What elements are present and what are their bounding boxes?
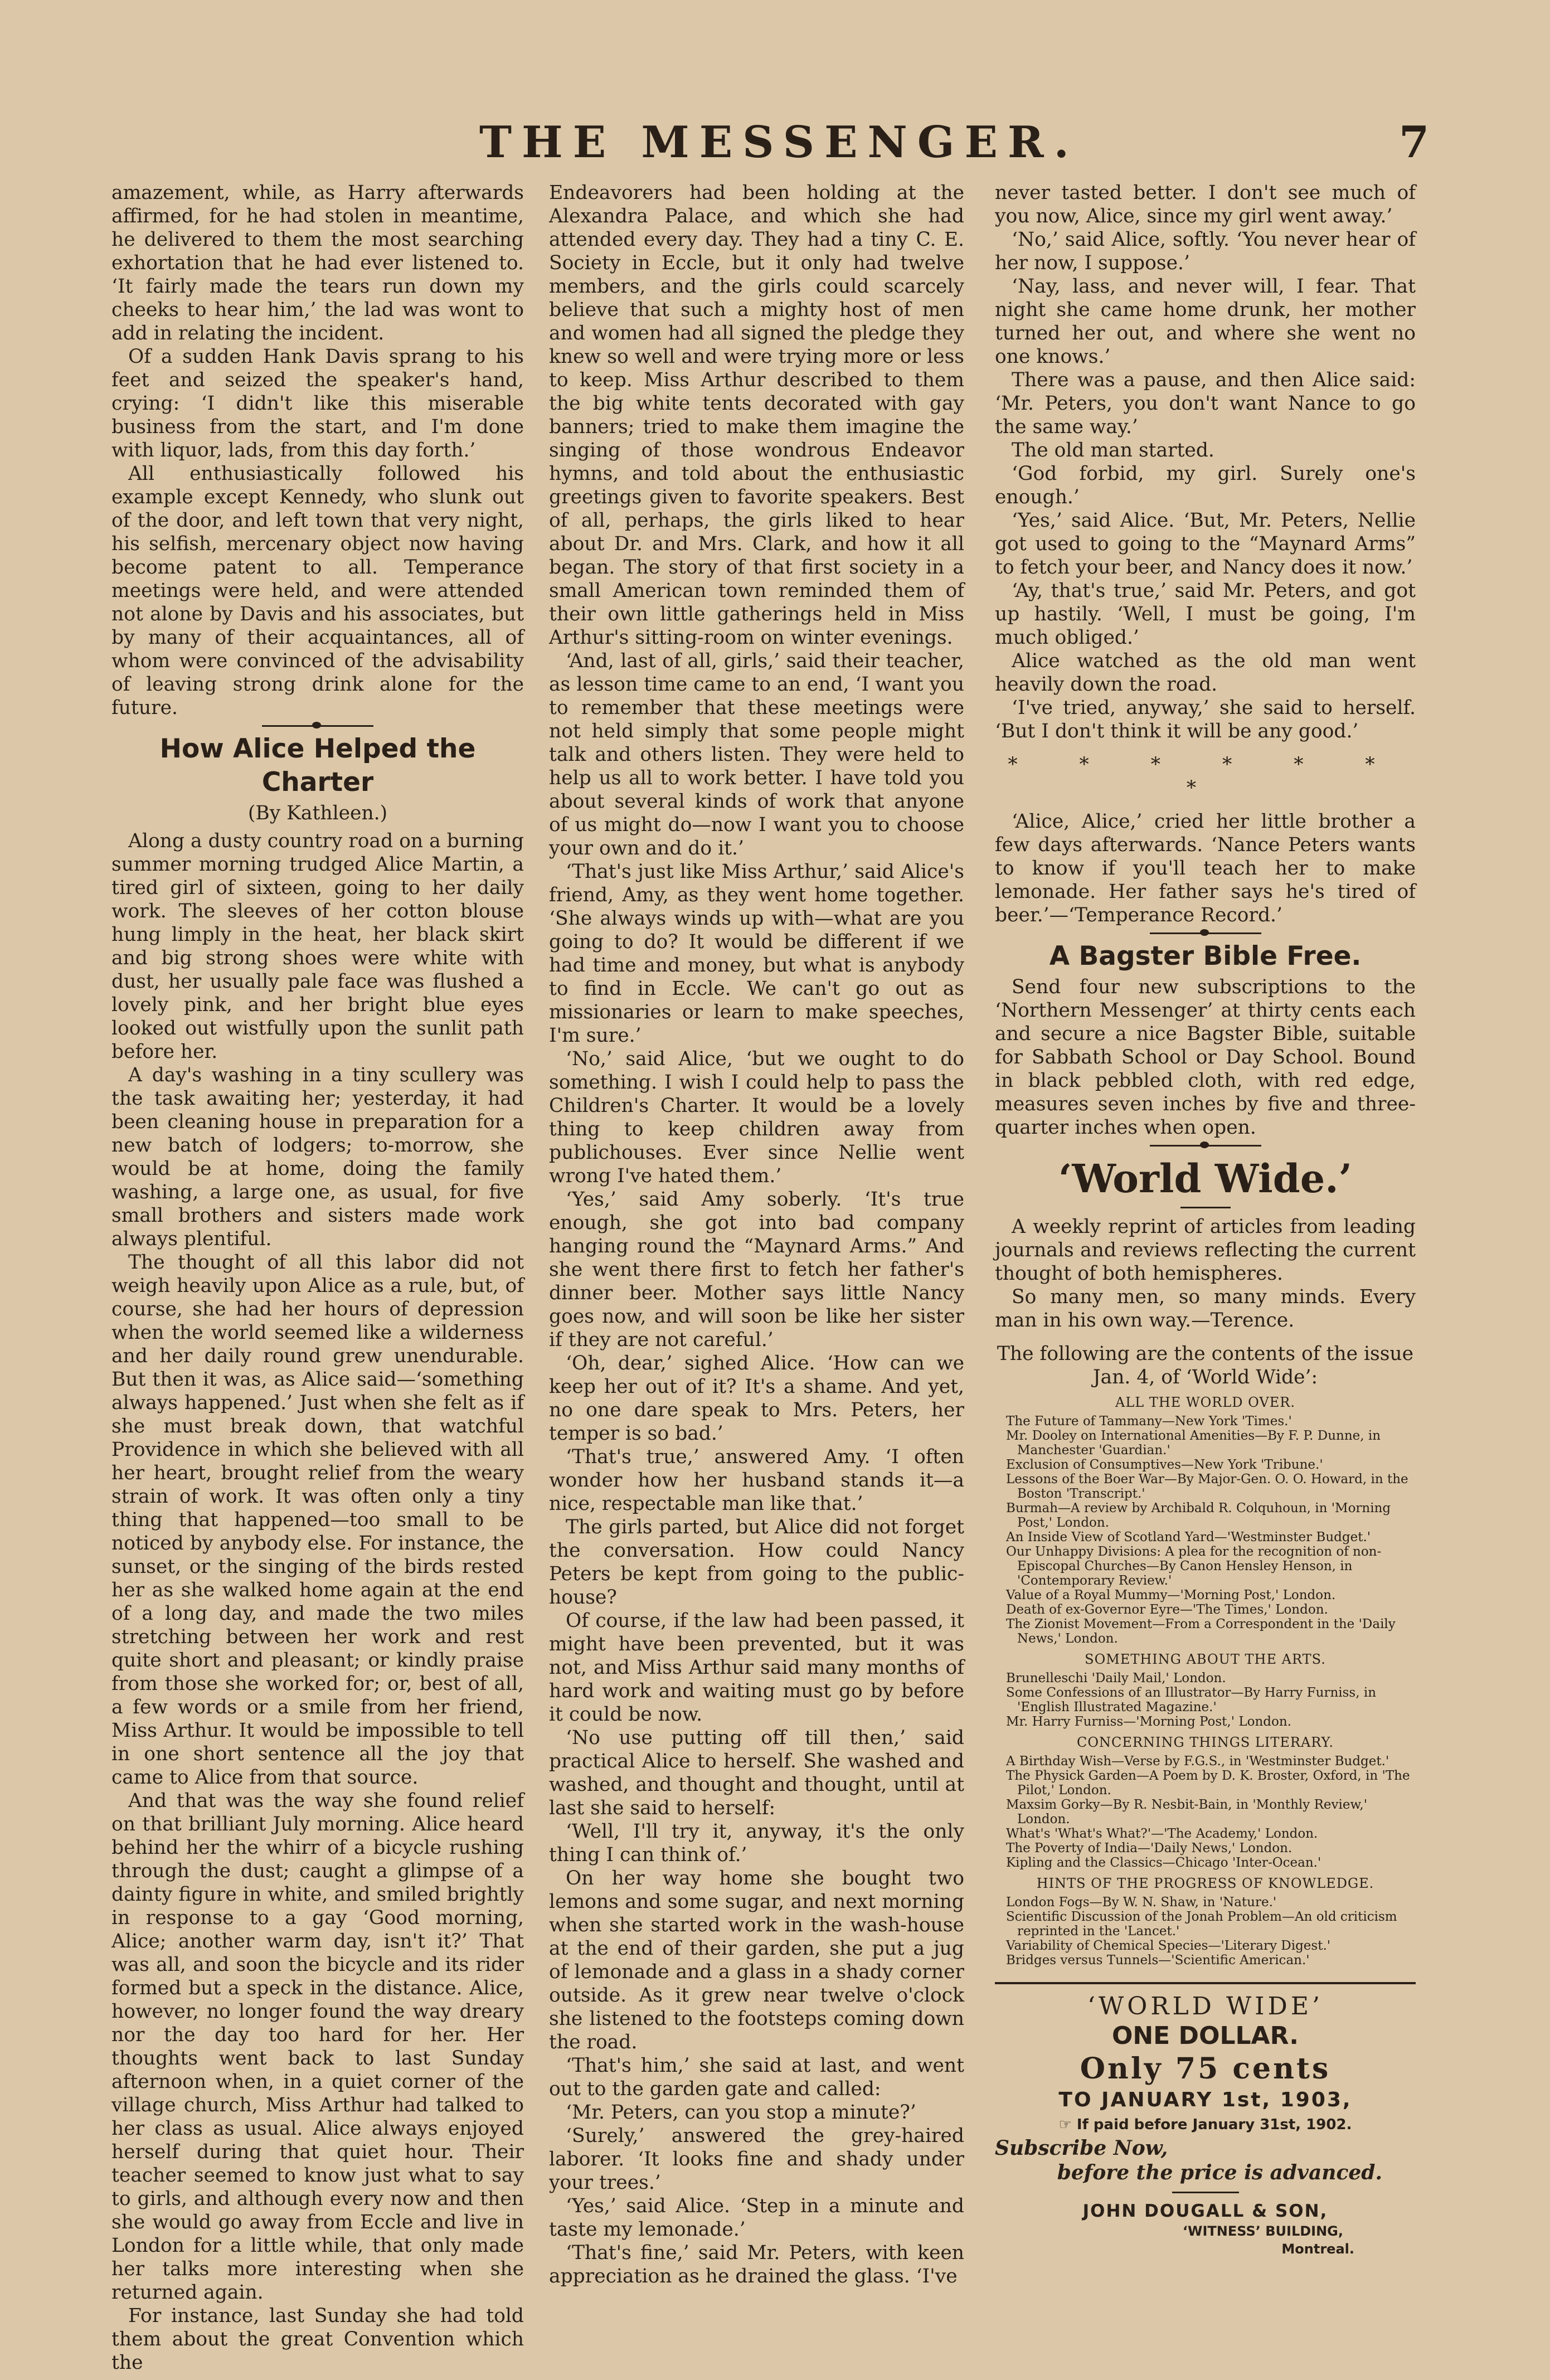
contents-entry: Mr. Dooley on International Amenities—By F. P. Dunne, in Manchester 'Guardian.': [1006, 1429, 1381, 1458]
section-divider: [262, 725, 373, 727]
contents-entry: The Physick Garden—A Poem by D. K. Broster, Oxford, in 'The Pilot,' London.: [1006, 1769, 1410, 1798]
contents-entry: Kipling and the Classics—Chicago 'Inter-Ocean.': [1006, 1856, 1321, 1870]
ad-line: ONE DOLLAR.: [1111, 2022, 1299, 2050]
paragraph: ‘Ay, that's true,’ said Mr. Peters, and got up hastily. ‘Well, I must be going, I'm much obliged.’: [995, 580, 1416, 649]
paragraph: amazement, while, as Harry afterwards affirmed, for he had stolen in meantime, he delivered to them the most searching exhortation that he had ever listened to. ‘It fairly made the tears run down my cheeks to hear him,’ the lad was wont to add in relating the incident.: [111, 182, 524, 344]
contents-section-heading: CONCERNING THINGS LITERARY.: [1077, 1735, 1334, 1750]
paragraph: ‘And, last of all, girls,’ said their teacher, as lesson time came to an end, ‘I want you to remember that these meetings were not held simply that some people might talk and others listen. They were held to help us all to work better. I have told you about several kinds of work that anyone of us might do—now I want you to choose your own and do it.’: [549, 650, 964, 859]
column-1: [111, 181, 524, 2374]
paragraph: ‘That's him,’ she said at last, and went out to the garden gate and called:: [549, 2054, 964, 2100]
ad-line: ☞ If paid before January 31st, 1902.: [1058, 2116, 1352, 2133]
contents-intro: The following are the contents of the issue Jan. 4, of ‘World Wide’:: [997, 1343, 1414, 1388]
paragraph: The thought of all this labor did not weigh heavily upon Alice as a rule, but, of course, she had her hours of depression when the world seemed like a wilderness and her daily round grew unendurable. But then it was, as Alice said—‘something always happened.’ Just when she felt as if she must break down, that watchful Providence in which she believed with all her heart, brought relief from the weary strain of work. It was often only a tiny thing that happened—too small to be noticed by anybody else. For instance, the sunset, or the singing of the birds rested her as she walked home again at the end of a long day, and made the two miles stretching between her work and rest quite short and pleasant; or kindly praise from those she worked for; or, best of all, a few words or a smile from her friend, Miss Arthur. It would be impossible to tell in one short sentence all the joy that came to Alice from that source.: [111, 1251, 524, 1789]
contents-entry: Some Confessions of an Illustrator—By Harry Furniss, in 'English Illustrated Magazine.': [1006, 1686, 1377, 1714]
paragraph: ‘Alice, Alice,’ cried her little brother a few days afterwards. ‘Nance Peters wants to know if you'll teach her to make lemonade. Her father says he's tired of beer.’—‘Temperance Record.’: [995, 810, 1416, 926]
paragraph: Alice watched as the old man went heavily down the road.: [995, 650, 1416, 696]
contents-entry: A Birthday Wish—Verse by F.G.S., in 'Westminster Budget.': [1006, 1754, 1389, 1769]
column-2: [549, 181, 964, 2288]
contents-entry: Exclusion of Consumptives—New York 'Tribune.': [1006, 1458, 1323, 1472]
story-title: How Alice Helped the Charter: [159, 734, 476, 798]
paragraph: The old man started.: [1012, 439, 1214, 462]
paragraph: ‘Oh, dear,’ sighed Alice. ‘How can we keep her out of it? It's a shame. And yet, no one dare speak to Mrs. Peters, her temper is so bad.’: [549, 1352, 964, 1445]
paragraph: And that was the way she found relief on that brilliant July morning. Alice heard behind her the whirr of a bicycle rushing through the dust; caught a glimpse of a dainty figure in white, and smiled brightly in response to a gay ‘Good morning, Alice; another warm day, isn't it?’ That was all, and soon the bicycle and its rider formed but a speck in the distance. Alice, however, no longer found the way dreary nor the day too hard for her. Her thoughts went back to last Sunday afternoon when, in a quiet corner of the village church, Miss Arthur had talked to her class as usual. Alice always enjoyed herself during that quiet hour. Their teacher seemed to know just what to say to girls, and although every now and then she would go away from Eccle and live in London for a little while, that only made her talks more interesting when she returned again.: [111, 1790, 524, 2304]
paragraph: ‘That's just like Miss Arthur,’ said Alice's friend, Amy, as they went home together. ‘She always winds up with—what are you going to do? It would be different if we had time and money, but what is anybody to find in Eccle. We can't go out as missionaries or learn to make speeches, I'm sure.’: [549, 861, 964, 1047]
contents-entry: Burmah—A review by Archibald R. Colquhoun, in 'Morning Post,' London.: [1006, 1501, 1391, 1530]
paragraph: Of course, if the law had been passed, it might have been prevented, but it was not, and Miss Arthur said many months of hard work and waiting must go by before it could be now.: [549, 1610, 964, 1726]
section-divider: [1150, 932, 1261, 934]
contents-section-heading: ALL THE WORLD OVER.: [1115, 1395, 1295, 1410]
contents-entry: Bridges versus Tunnels—'Scientific American.': [1006, 1953, 1310, 1968]
paragraph: Endeavorers had been holding at the Alexandra Palace, and which she had attended every day. They had a tiny C. E. Society in Eccle, but it only had twelve members, and the girls could scarcely believe that such a mighty host of men and women had all signed the pledge they knew so well and were trying more or less to keep. Miss Arthur described to them the big white tents decorated with gay banners; tried to make them imagine the singing of those wondrous Endeavor hymns, and told about the enthusiastic greetings given to favorite speakers. Best of all, perhaps, the girls liked to hear about Dr. and Mrs. Clark, and how it all began. The story of that first society in a small American town reminded them of their own little gatherings held in Miss Arthur's sitting-room on winter evenings.: [549, 182, 964, 649]
contents-entry: Scientific Discussion of the Jonah Problem—An old criticism reprinted in the 'Lancet.': [1006, 1910, 1397, 1939]
ad-line: Subscribe Now,: [995, 2136, 1168, 2160]
world-wide-title: ‘World Wide.’: [1058, 1155, 1352, 1202]
contents-entry: Brunelleschi 'Daily Mail,' London.: [1006, 1671, 1226, 1686]
ad-address: ‘WITNESS’ BUILDING,: [1182, 2223, 1343, 2239]
paragraph: ‘Nay, lass, and never will, I fear. That night she came home drunk, her mother turned her out, and where she went no one knows.’: [995, 275, 1416, 368]
contents-entry: The Future of Tammany—New York 'Times.': [1006, 1414, 1292, 1429]
contents-section-heading: SOMETHING ABOUT THE ARTS.: [1085, 1652, 1326, 1667]
paragraph: For instance, last Sunday she had told them about the great Convention which the: [111, 2305, 524, 2374]
contents-entry: Mr. Harry Furniss—'Morning Post,' London.: [1006, 1714, 1291, 1729]
paragraph: ‘That's fine,’ said Mr. Peters, with keen appreciation as he drained the glass. ‘I've: [549, 2242, 964, 2287]
paragraph: ‘Yes,’ said Alice. ‘Step in a minute and taste my lemonade.’: [549, 2195, 964, 2241]
paragraph: ‘No use putting off till then,’ said practical Alice to herself. She washed and washed, and thought and thought, until at last she said to herself:: [549, 1727, 964, 1819]
page-number: 7: [1399, 117, 1430, 168]
ad-line: before the price is advanced.: [1057, 2161, 1382, 2184]
contents-entry: What's 'What's What?'—'The Academy,' London.: [1006, 1827, 1318, 1841]
contents-section-heading: HINTS OF THE PROGRESS OF KNOWLEDGE.: [1036, 1876, 1374, 1891]
contents-entry: Death of ex-Governor Eyre—'The Times,' London.: [1006, 1602, 1328, 1617]
paragraph: A day's washing in a tiny scullery was the task awaiting her; yesterday, it had been cleaning house in preparation for a new batch of lodgers; to-morrow, she would be at home, doing the family washing, a large one, as usual, for five small brothers and sisters made work always plentiful.: [111, 1064, 524, 1250]
paragraph: ‘God forbid, my girl. Surely one's enough.’: [995, 463, 1416, 508]
paragraph: ‘No,’ said Alice, ‘but we ought to do something. I wish I could help to pass the Children's Charter. It would be a lovely thing to keep children away from publichouses. Ever since Nellie went wrong I've hated them.’: [549, 1048, 964, 1187]
contents-entry: Variability of Chemical Species—'Literary Digest.': [1006, 1939, 1331, 1953]
paragraph: ‘Yes,’ said Amy soberly. ‘It's true enough, she got into bad company hanging round the “Maynard Arms.” And she went there first to fetch her father's dinner beer. Mother says little Nancy goes now, and will soon be like her sister if they are not careful.’: [549, 1188, 964, 1351]
contents-entry: Lessons of the Boer War—By Major-Gen. O. O. Howard, in the Boston 'Transcript.': [1006, 1472, 1408, 1501]
bagster-title: A Bagster Bible Free.: [1049, 941, 1362, 972]
rule: [1172, 2192, 1239, 2193]
paragraph: ‘That's true,’ answered Amy. ‘I often wonder how her husband stands it—a nice, respectable man like that.’: [549, 1446, 964, 1515]
paragraph: ‘Mr. Peters, can you stop a minute?’: [566, 2101, 916, 2124]
ad-price: Only 75 cents: [1080, 2052, 1331, 2086]
contents-entry: The Poverty of India—'Daily News,' London.: [1006, 1841, 1293, 1856]
paragraph: ‘No,’ said Alice, softly. ‘You never hear of her now, I suppose.’: [995, 229, 1416, 274]
masthead-title: THE MESSENGER.: [479, 117, 1079, 168]
bagster-text: Send four new subscriptions to the ‘Northern Messenger’ at thirty cents each and secure a nice Bagster Bible, suitable for Sabbath School or Day School. Bound in black pebbled cloth, with red edge, measures seven inches by five and three-quarter inches when open.: [995, 976, 1416, 1139]
paragraph: Along a dusty country road on a burning summer morning trudged Alice Martin, a tired girl of sixteen, going to her daily work. The sleeves of her cotton blouse hung limply in the heat, her black skirt and big strong shoes were white with dust, her usually pale face was flushed a lovely pink, and her bright blue eyes looked out wistfully upon the sunlit path before her.: [111, 830, 524, 1063]
contents-entry: Value of a Royal Mummy—'Morning Post,' London.: [1006, 1588, 1336, 1602]
paragraph: All enthusiastically followed his example except Kennedy, who slunk out of the door, and left town that very night, his selfish, mercenary object now having become patent to all. Temperance meetings were held, and were attended not alone by Davis and his associates, but by many of their acquaintances, all of whom were convinced of the advisability of leaving strong drink alone for the future.: [111, 463, 524, 719]
contents-entry: An Inside View of Scotland Yard—'Westminster Budget.': [1006, 1530, 1371, 1544]
byline: (By Kathleen.): [247, 802, 388, 824]
paragraph: The girls parted, but Alice did not forget the conversation. How could Nancy Peters be kept from going to the public-house?: [549, 1516, 964, 1609]
world-wide-description: A weekly reprint of articles from leading journals and reviews reflecting the current thought of both hemispheres.: [995, 1216, 1416, 1285]
paragraph: Of a sudden Hank Davis sprang to his feet and seized the speaker's hand, crying: ‘I didn't like this miserable business from the start, and I'm done with liquor, lads, from this day forth.’: [111, 346, 524, 462]
contents-entry: London Fogs—By W. N. Shaw, in 'Nature.': [1006, 1895, 1277, 1910]
world-wide-motto: So many men, so many minds. Every man in his own way.—Terence.: [995, 1286, 1416, 1332]
star-separator: * * * * * * *: [1008, 754, 1403, 799]
ad-publisher: JOHN DOUGALL & SON,: [1082, 2201, 1328, 2221]
ad-address: Montreal.: [1281, 2241, 1354, 2257]
paragraph: ‘Surely,’ answered the grey-haired laborer. ‘It looks fine and shady under your trees.’: [549, 2125, 964, 2194]
paragraph: There was a pause, and then Alice said: ‘Mr. Peters, you don't want Nance to go the same way.’: [995, 369, 1416, 438]
paragraph: ‘I've tried, anyway,’ she said to herself. ‘But I don't think it will be any good.’: [995, 697, 1416, 742]
masthead: [0, 117, 1550, 178]
contents-entry: Our Unhappy Divisions: A plea for the recognition of non-Episcopal Churches—By Canon Hensley Henson, in 'Contemporary Review.': [1006, 1544, 1382, 1588]
contents-entry: Maxsim Gorky—By R. Nesbit-Bain, in 'Monthly Review,' London.: [1006, 1798, 1368, 1827]
paragraph: ‘Well, I'll try it, anyway, it's the only thing I can think of.’: [549, 1820, 964, 1866]
subscription-advert: [995, 1982, 1416, 2258]
column-3: [995, 181, 1416, 2258]
paragraph: On her way home she bought two lemons and some sugar, and next morning when she started work in the wash-house at the end of their garden, she put a jug of lemonade and a glass in a shady corner outside. As it grew near twelve o'clock she listened to the footsteps coming down the road.: [549, 1867, 964, 2053]
contents-entry: The Zionist Movement—From a Correspondent in the 'Daily News,' London.: [1006, 1617, 1396, 1646]
section-divider: [1150, 1145, 1261, 1147]
rule: [1180, 1207, 1231, 1208]
paragraph: never tasted better. I don't see much of you now, Alice, since my girl went away.’: [995, 182, 1416, 227]
ad-line: ‘WORLD WIDE’: [1087, 1992, 1323, 2020]
ad-line: TO JANUARY 1st, 1903,: [1058, 2088, 1352, 2111]
paragraph: ‘Yes,’ said Alice. ‘But, Mr. Peters, Nellie got used to going to the “Maynard Arms” to fetch your beer, and Nancy does it now.’: [995, 509, 1416, 579]
